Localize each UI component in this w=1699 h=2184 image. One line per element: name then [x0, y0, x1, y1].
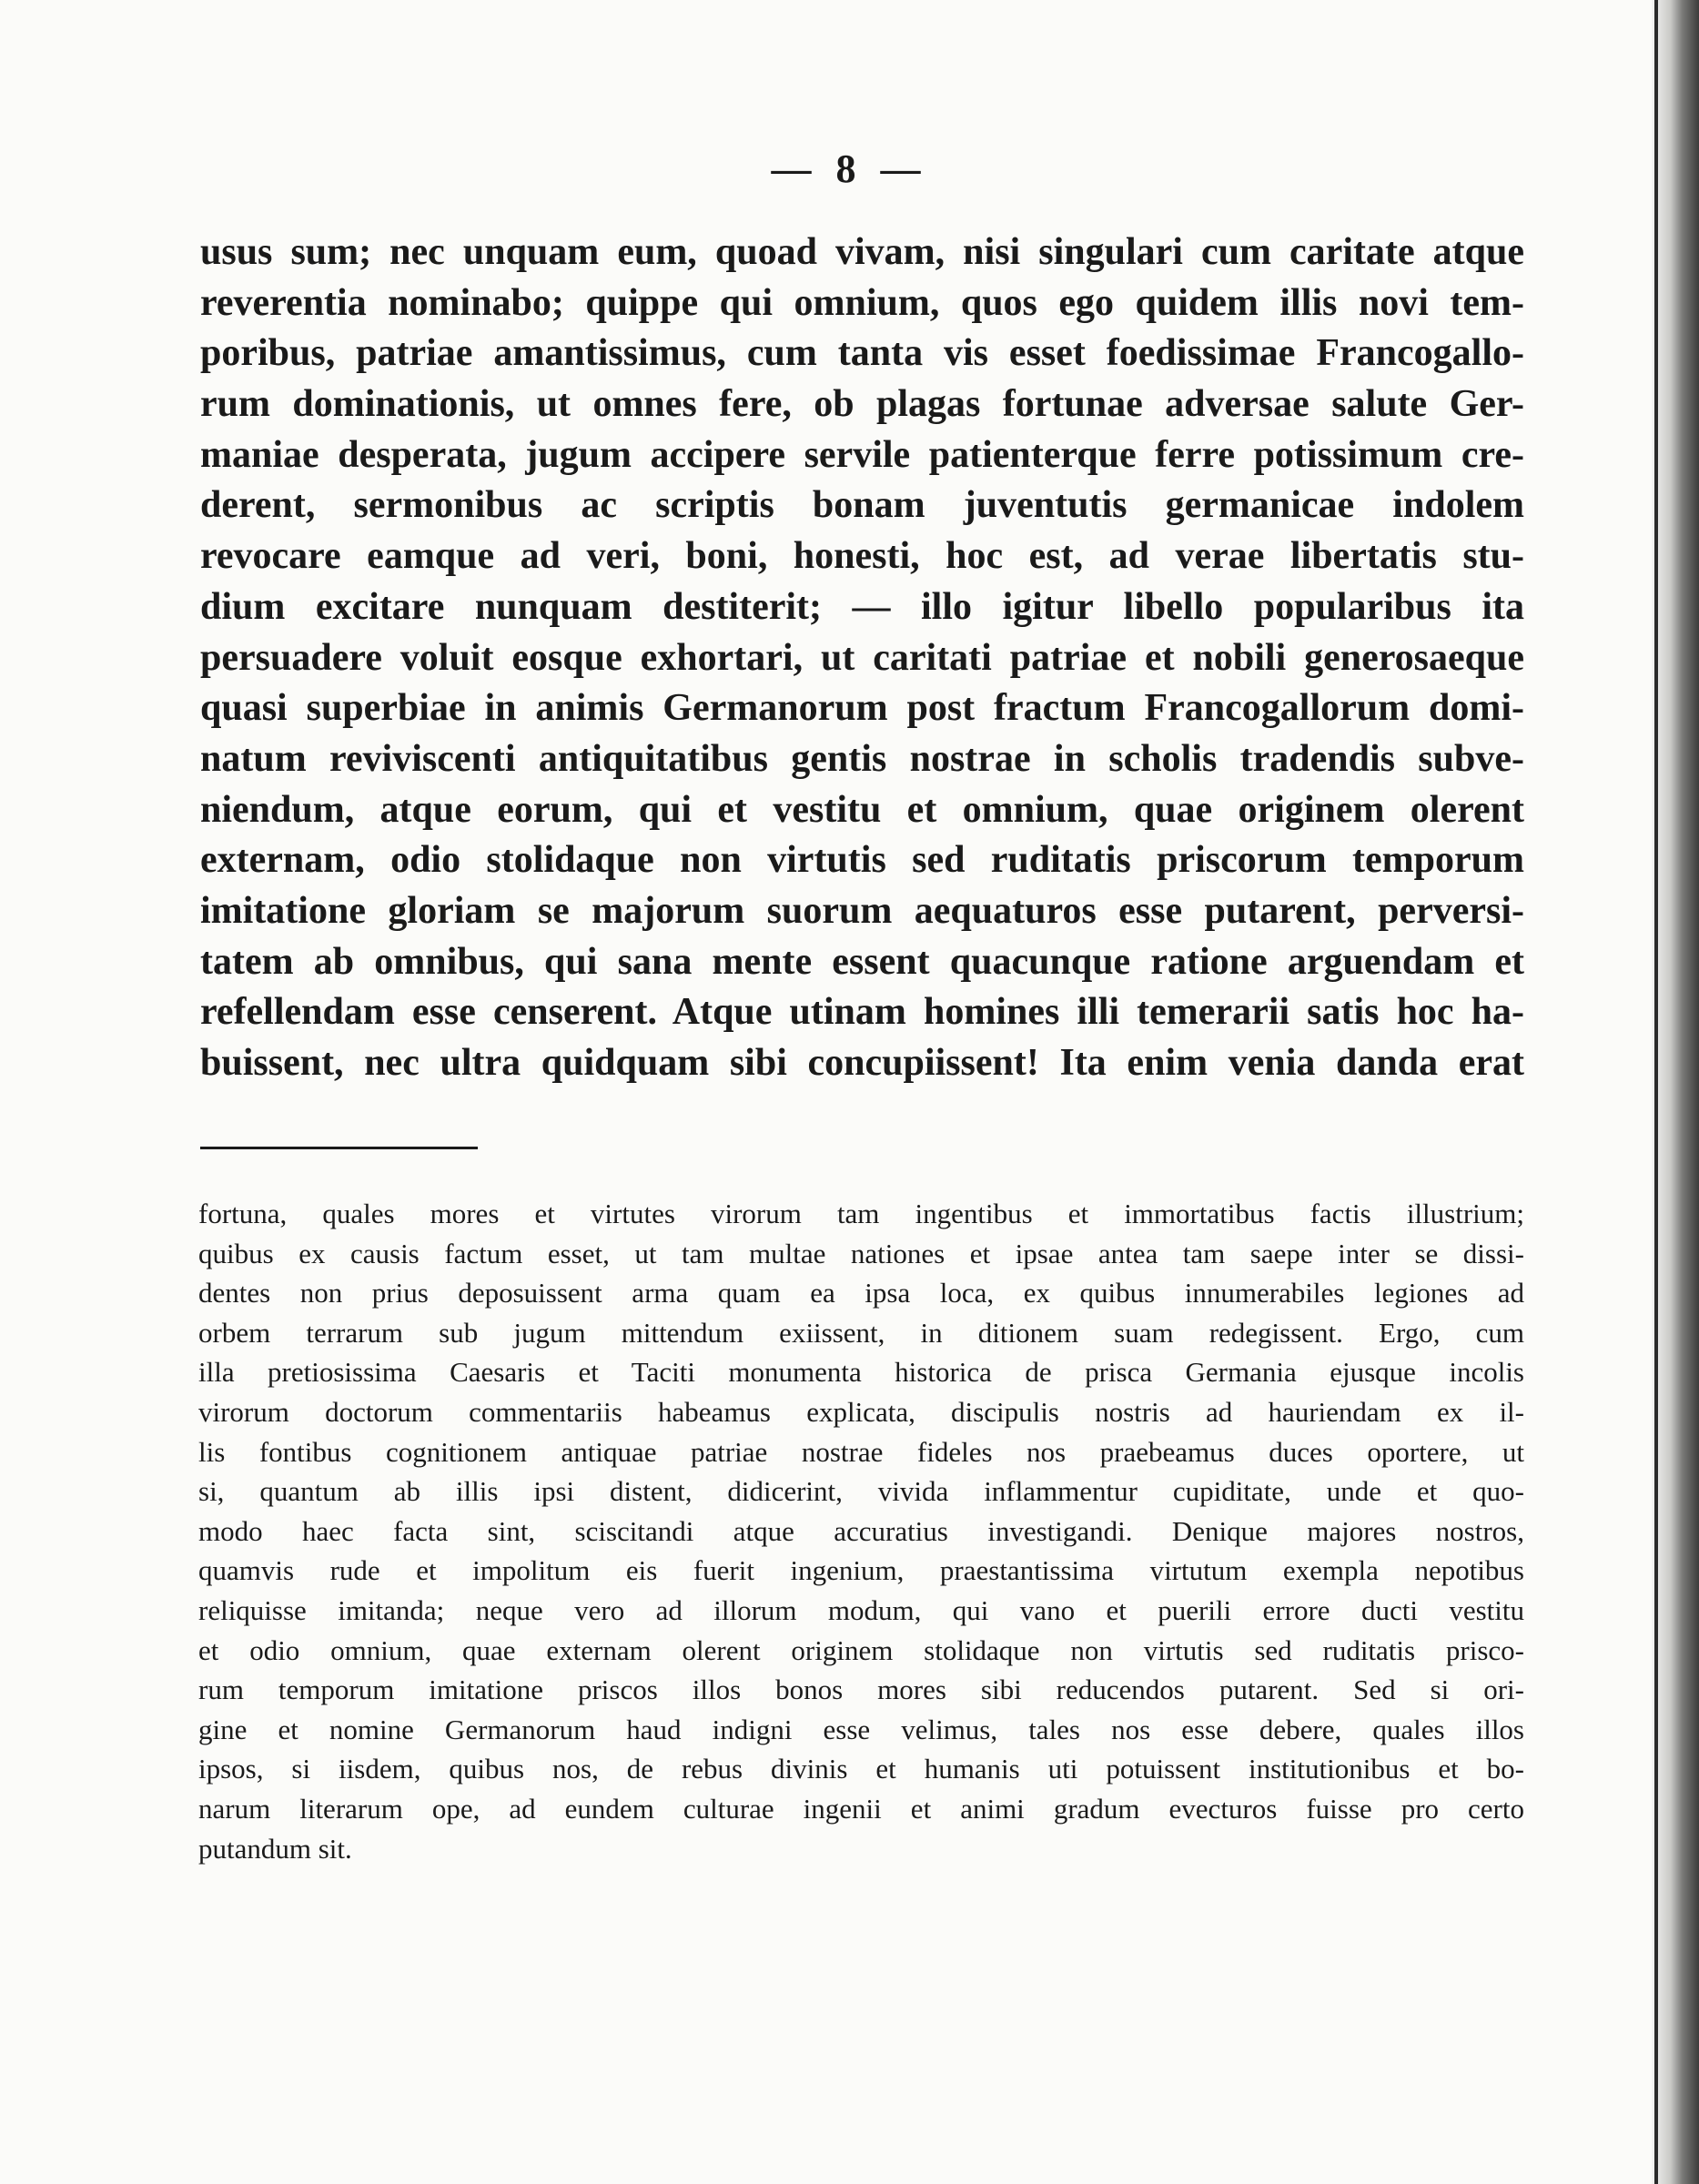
footnote-line: modo haec facta sint, sciscitandi atque accuratius investigandi. Denique majores nostros, [198, 1514, 1524, 1547]
page-edge-shadow [1652, 0, 1699, 2184]
footnote-line: putandum sit. [198, 1832, 352, 1865]
footnote-line: gine et nomine Germanorum haud indigni esse velimus, tales nos esse debere, quales illos [198, 1713, 1524, 1745]
footnote-block [198, 1194, 1524, 1868]
main-text-line: derent, sermonibus ac scriptis bonam juventutis germanicae indolem [200, 484, 1524, 527]
main-text-line: persuadere voluit eosque exhortari, ut caritati patriae et nobili generosaeque [200, 636, 1524, 679]
footnote-line: fortuna, quales mores et virtutes virorum tam ingentibus et immortatibus factis illustrium; [198, 1198, 1524, 1229]
footnote-line: ipsos, si iisdem, quibus nos, de rebus divinis et humanis uti potuissent institutionibus et bo- [198, 1753, 1524, 1785]
footnote-line: reliquisse imitanda; neque vero ad illorum modum, qui vano et puerili errore ducti vestitu [198, 1593, 1524, 1626]
page-edge-line [1654, 0, 1658, 2184]
main-text-line: quasi superbiae in animis Germanorum post fractum Francogallorum domi- [200, 687, 1524, 730]
footnote-line: rum temporum imitatione priscos illos bonos mores sibi reducendos putarent. Sed si ori- [198, 1673, 1524, 1706]
main-text-line: reverentia nominabo; quippe qui omnium, quos ego quidem illis novi tem- [200, 281, 1524, 324]
footnote-separator [200, 1147, 478, 1149]
footnote-line: quamvis rude et impolitum eis fuerit ingenium, praestantissima virtutum exempla nepotibus [198, 1554, 1524, 1587]
main-text-line: refellendam esse censerent. Atque utinam homines illi temerarii satis hoc ha- [200, 991, 1524, 1034]
main-text-line: natum reviviscenti antiquitatibus gentis nostrae in scholis tradendis subve- [200, 737, 1524, 780]
footnote-line: lis fontibus cognitionem antiquae patriae nostrae fideles nos praebeamus duces oportere, ut [198, 1435, 1524, 1468]
main-text-line: niendum, atque eorum, qui et vestitu et omnium, quae originem olerent [200, 788, 1524, 831]
main-text-line: externam, odio stolidaque non virtutis sed ruditatis priscorum temporum [200, 839, 1524, 882]
footnote-line: si, quantum ab illis ipsi distent, didicerint, vivida inflammentur cupiditate, unde et quo- [198, 1475, 1524, 1508]
main-text-line: tatem ab omnibus, qui sana mente essent quacunque ratione arguendam et [200, 940, 1524, 983]
main-text-block [200, 228, 1524, 1089]
main-text-line: dium excitare nunquam destiterit; — illo igitur libello popularibus ita [200, 585, 1524, 628]
main-text-line: imitatione gloriam se majorum suorum aequaturos esse putarent, perversi- [200, 889, 1524, 932]
footnote-line: virorum doctorum commentariis habeamus explicata, discipulis nostris ad hauriendam ex il- [198, 1395, 1524, 1428]
main-text-line: revocare eamque ad veri, boni, honesti, hoc est, ad verae libertatis stu- [200, 535, 1524, 578]
main-text-line: usus sum; nec unquam eum, quoad vivam, nisi singulari cum caritate atque [200, 231, 1524, 273]
main-text-line: buissent, nec ultra quidquam sibi concupiissent! Ita enim venia danda erat [200, 1042, 1524, 1084]
main-text-line: poribus, patriae amantissimus, cum tanta vis esset foedissimae Francogallo- [200, 332, 1524, 375]
page-number: — 8 — [771, 147, 928, 191]
main-text-line: maniae desperata, jugum accipere servile patienterque ferre potissimum cre- [200, 433, 1524, 476]
footnote-line: orbem terrarum sub jugum mittendum exiissent, in ditionem suam redegissent. Ergo, cum [198, 1316, 1524, 1349]
footnote-line: quibus ex causis factum esset, ut tam multae nationes et ipsae antea tam saepe inter se dissi- [198, 1237, 1524, 1269]
footnote-line: dentes non prius deposuissent arma quam ea ipsa loca, ex quibus innumerabiles legiones ad [198, 1277, 1524, 1309]
main-text-line: rum dominationis, ut omnes fere, ob plagas fortunae adversae salute Ger- [200, 383, 1524, 426]
footnote-line: et odio omnium, quae externam olerent originem stolidaque non virtutis sed ruditatis prisco- [198, 1633, 1524, 1666]
footnote-line: illa pretiosissima Caesaris et Taciti monumenta historica de prisca Germania ejusque incolis [198, 1356, 1524, 1389]
footnote-line: narum literarum ope, ad eundem culturae ingenii et animi gradum evecturos fuisse pro certo [198, 1792, 1524, 1825]
